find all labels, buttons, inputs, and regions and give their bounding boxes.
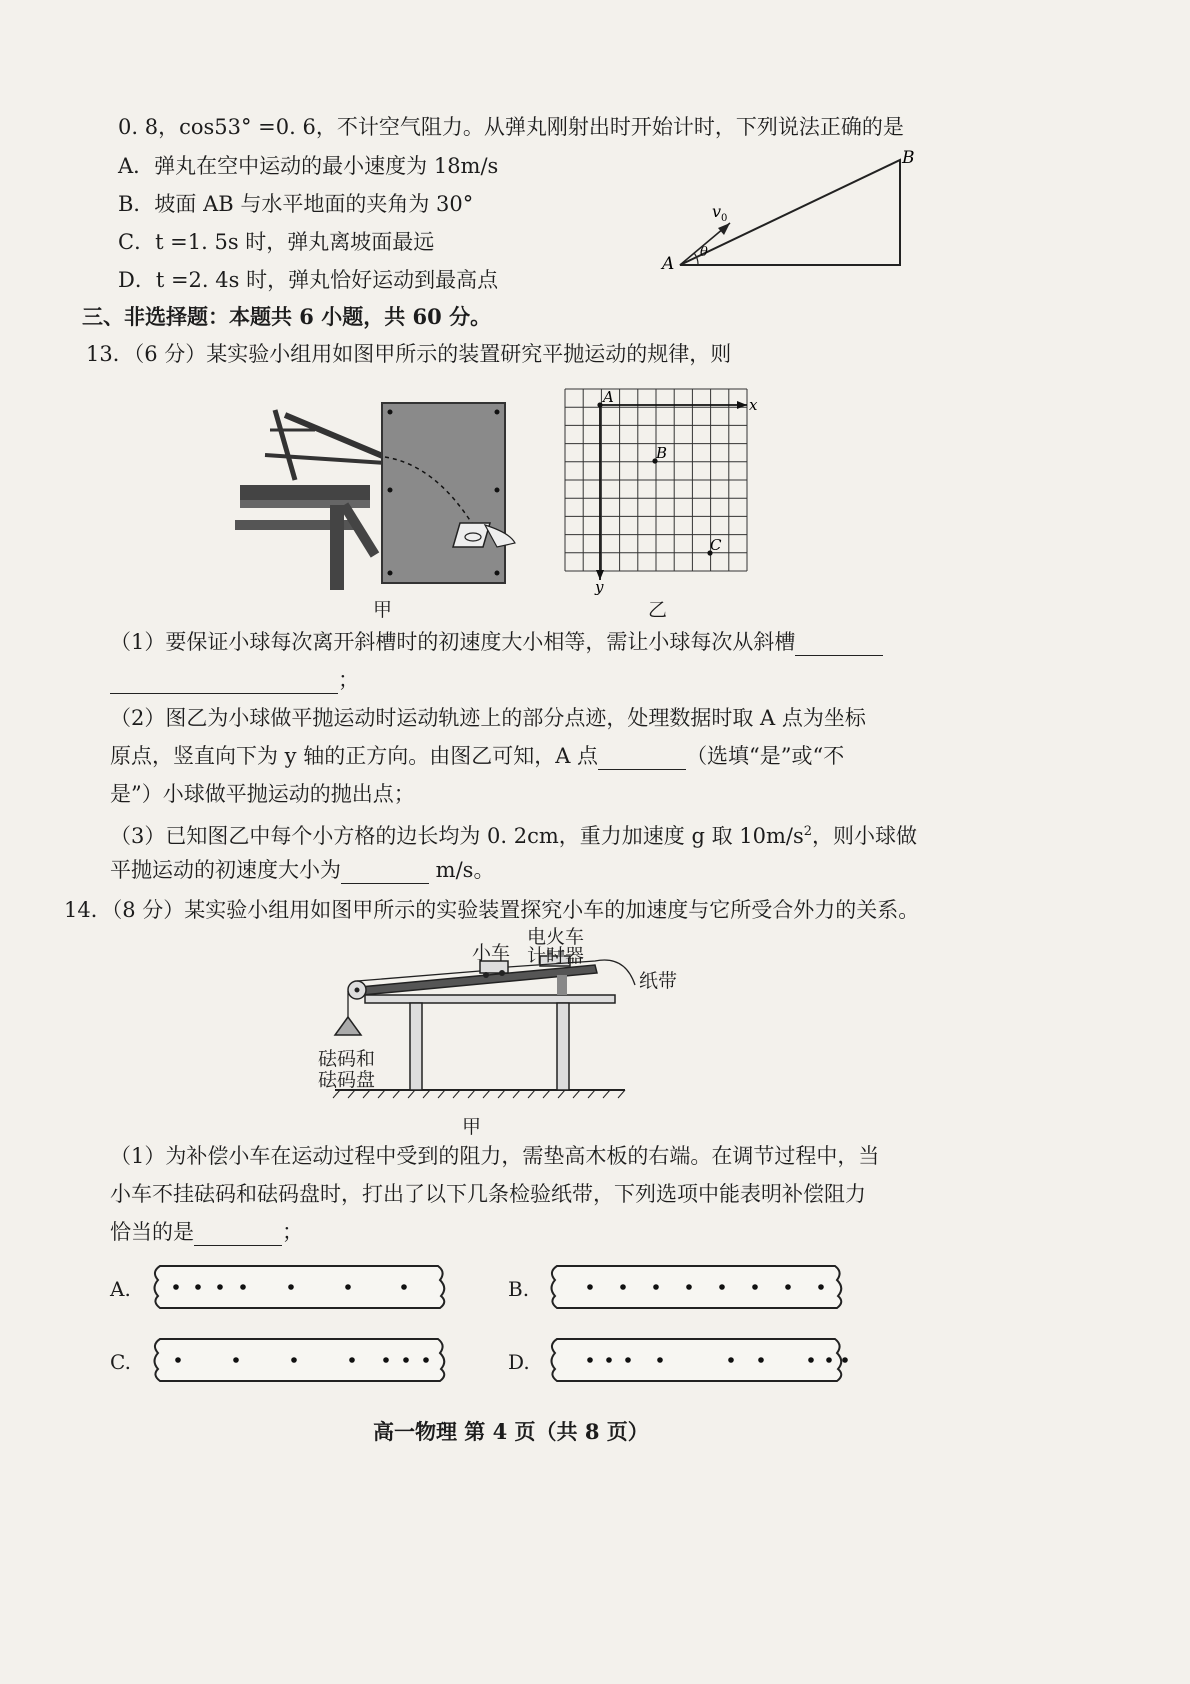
tape-dot <box>383 1357 389 1363</box>
grid-point-a-label: A <box>603 388 614 406</box>
car-label: 小车 <box>472 942 511 964</box>
q13-part1-end: ； <box>338 668 359 692</box>
q13-part3-text-a: （3）已知图乙中每个小方格的边长均为 0. 2cm，重力加速度 g 取 10m/s <box>110 824 804 848</box>
answer-blank <box>341 863 429 884</box>
tape-dot <box>686 1284 692 1290</box>
tape-dot <box>217 1284 223 1290</box>
q14-part1-line3 <box>110 1218 303 1246</box>
tape-dot <box>653 1284 659 1290</box>
weights-label-line1: 砝码和 <box>318 1048 376 1070</box>
tape-dot <box>288 1284 294 1290</box>
grid-point-b-label: B <box>656 444 668 462</box>
q13-part3-text-c: 平抛运动的初速度大小为 <box>110 858 341 882</box>
tape-body <box>552 1266 842 1308</box>
tape-dot <box>657 1357 663 1363</box>
tape-dot <box>233 1357 239 1363</box>
slope-figure <box>660 145 920 280</box>
section-heading: 三、非选择题：本题共 6 小题，共 60 分。 <box>82 304 492 329</box>
answer-blank <box>110 673 338 694</box>
y-axis-label: y <box>595 578 604 595</box>
tape-option-c-label: C. <box>110 1350 131 1374</box>
grid-point-c-label: C <box>710 536 722 554</box>
tape-body <box>155 1339 445 1381</box>
tape-dot <box>423 1357 429 1363</box>
paper-tape-c <box>148 1331 453 1389</box>
tape-option-b-label: B. <box>508 1277 530 1301</box>
q13-part2-text-a: 原点，竖直向下为 y 轴的正方向。由图乙可知，A 点 <box>110 744 599 768</box>
weights-label-line2: 砝码盘 <box>318 1069 376 1091</box>
tape-dot <box>349 1357 355 1363</box>
q12-option-c: C．t =1. 5s 时，弹丸离坡面最远 <box>118 230 435 254</box>
tape-dot <box>587 1357 593 1363</box>
page-footer: 高一物理 第 4 页（共 8 页） <box>373 1419 649 1444</box>
timer-label-line2: 计时器 <box>527 945 585 967</box>
q13-part3-superscript: 2 <box>803 824 813 839</box>
q14-part1-text: 恰当的是 <box>110 1220 194 1244</box>
tape-dot <box>842 1357 848 1363</box>
tape-dot <box>758 1357 764 1363</box>
q14-part1-line2: 小车不挂砝码和砝码盘时，打出了以下几条检验纸带，下列选项中能表明补偿阻力 <box>110 1182 866 1206</box>
tape-dot <box>808 1357 814 1363</box>
tape-dot <box>785 1284 791 1290</box>
q12-option-b: B．坡面 AB 与水平地面的夹角为 30° <box>118 192 474 216</box>
q13-part2-line3: 是”）小球做平抛运动的抛出点； <box>110 782 415 806</box>
tape-dot <box>173 1284 179 1290</box>
tape-dot <box>195 1284 201 1290</box>
q13-part1-text: （1）要保证小球每次离开斜槽时的初速度大小相等，需让小球每次从斜槽 <box>110 630 796 654</box>
q13-part1-line1 <box>110 628 883 656</box>
q12-option-d: D．t =2. 4s 时，弹丸恰好运动到最高点 <box>118 268 499 292</box>
q13-stem: 13．（6 分）某实验小组用如图甲所示的装置研究平抛运动的规律，则 <box>86 342 732 366</box>
answer-blank <box>795 635 883 656</box>
q14-part1-end: ； <box>282 1220 303 1244</box>
tape-dot <box>818 1284 824 1290</box>
tape-dot <box>401 1284 407 1290</box>
tape-dot <box>345 1284 351 1290</box>
tape-dot <box>587 1284 593 1290</box>
q14-part1-line1: （1）为补偿小车在运动过程中受到的阻力，需垫高木板的右端。在调节过程中，当 <box>110 1144 880 1168</box>
point-a-label: A <box>662 254 675 274</box>
figure-yi-caption: 乙 <box>648 599 668 621</box>
tape-dot <box>403 1357 409 1363</box>
tape-label: 纸带 <box>639 970 678 992</box>
tape-option-a-label: A. <box>110 1277 131 1301</box>
paper-tape-d <box>545 1331 850 1389</box>
theta-label: θ <box>700 245 708 260</box>
q13-part2-line2 <box>110 742 844 770</box>
paper-tape-b <box>545 1258 850 1316</box>
x-axis-label: x <box>749 396 758 414</box>
q14-stem: 14．（8 分）某实验小组用如图甲所示的实验装置探究小车的加速度与它所受合外力的关系。 <box>64 898 920 922</box>
answer-blank <box>194 1225 282 1246</box>
q13-part3-line1 <box>110 818 917 850</box>
figure-caption: 甲 <box>462 1116 482 1138</box>
tape-dot <box>620 1284 626 1290</box>
tape-dot <box>719 1284 725 1290</box>
projectile-apparatus-figure <box>235 395 535 595</box>
q13-part2-text-b: （选填“是”或“不 <box>686 744 845 768</box>
tape-dot <box>728 1357 734 1363</box>
tape-dot <box>606 1357 612 1363</box>
q12-option-a: A．弹丸在空中运动的最小速度为 18m/s <box>118 154 499 178</box>
tape-option-d-label: D. <box>508 1350 530 1374</box>
paper-tape-a <box>148 1258 453 1316</box>
trajectory-grid-figure <box>555 385 775 595</box>
velocity-subscript: 0 <box>721 213 728 224</box>
tape-dot <box>826 1357 832 1363</box>
velocity-label: v <box>712 202 722 221</box>
q13-part1-line2 <box>110 666 359 694</box>
q13-part3-text-b: ，则小球做 <box>812 824 918 848</box>
q13-part3-text-d: m/s。 <box>429 858 495 882</box>
answer-blank <box>598 749 686 770</box>
tape-dot <box>752 1284 758 1290</box>
q13-part3-line2 <box>110 856 494 884</box>
tape-dot <box>625 1357 631 1363</box>
figure-jia-caption: 甲 <box>373 599 393 621</box>
q12-intro: 0. 8，cos53° =0. 6，不计空气阻力。从弹丸刚射出时开始计时，下列说法正确的是 <box>118 115 904 139</box>
tape-dot <box>240 1284 246 1290</box>
tape-body <box>552 1339 842 1381</box>
point-b-label: B <box>902 148 915 168</box>
q13-part2-line1: （2）图乙为小球做平抛运动时运动轨迹上的部分点迹，处理数据时取 A 点为坐标 <box>110 706 866 730</box>
tape-dot <box>175 1357 181 1363</box>
timer-label-line1: 电火车 <box>527 926 585 948</box>
tape-dot <box>291 1357 297 1363</box>
